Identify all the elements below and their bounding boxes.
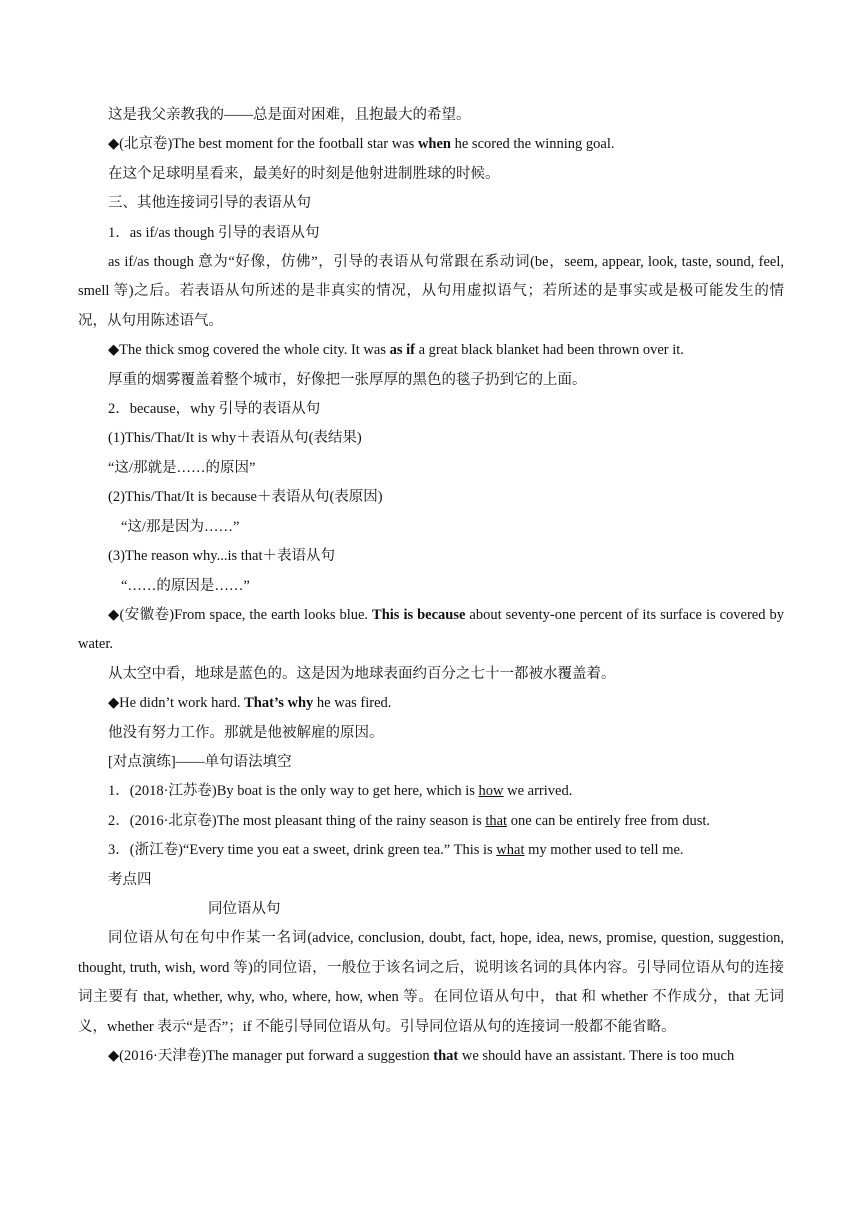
text: ◆(2016·天津卷)The manager put forward a suggestion	[108, 1048, 434, 1064]
document-body	[78, 101, 784, 1071]
subheading-as-if	[78, 219, 784, 248]
keyword: This is because	[372, 606, 466, 623]
subheading-because-why	[78, 395, 784, 424]
example-sentence-1	[78, 130, 784, 159]
pattern-3	[78, 542, 784, 571]
example-sentence-2	[78, 336, 784, 365]
answer: that	[485, 812, 508, 829]
text: about seventy-one percent of its surface is covered by water.	[78, 606, 784, 653]
section-heading-3	[78, 189, 784, 218]
paragraph-translation-3	[78, 366, 784, 395]
example-sentence-5	[78, 1042, 784, 1071]
section-label-4	[78, 866, 784, 895]
text: 考点四	[108, 871, 152, 888]
text: we arrived.	[503, 783, 573, 800]
text: 在这个足球明星看来，最美好的时刻是他射进制胜球的时候。	[108, 165, 500, 182]
practice-item-3	[78, 836, 784, 865]
text: “这/那是因为……”	[121, 518, 240, 535]
text: he was fired.	[313, 695, 392, 712]
text: ◆(北京卷)The best moment for the football star was	[108, 136, 418, 153]
text: 2．because，why 引导的表语从句	[108, 401, 321, 418]
paragraph-translation-2	[78, 160, 784, 189]
text: “……的原因是……”	[121, 577, 250, 594]
keyword: That’s why	[244, 695, 314, 712]
keyword: when	[417, 136, 451, 153]
text: 他没有努力工作。那就是他被解雇的原因。	[108, 724, 384, 741]
paragraph-appositive-explanation	[78, 924, 784, 1042]
practice-heading	[78, 748, 784, 777]
text: as if/as though 意为“好像，仿佛”，引导的表语从句常跟在系动词(be，seem, appear, look, taste, sound, feel, smell 等)之后。若表语从句所述的是非真实的情况，从句用虚拟语气；若所述的是事实或是极可能发生的情况，从句用陈述语气。	[78, 254, 784, 329]
text: 从太空中看，地球是蓝色的。这是因为地球表面约百分之七十一都被水覆盖着。	[108, 665, 616, 682]
pattern-1	[78, 424, 784, 453]
answer: how	[478, 783, 504, 800]
example-sentence-4	[78, 689, 784, 718]
text: 同位语从句在句中作某一名词(advice, conclusion, doubt, fact, hope, idea, news, promise, question, suggestion, thought, truth, wish, word 等)的同位语，一般位于该名词之后，说明该名词的具体内容。引导同位语从句的连接词主要有 that, whether, why, who, where, how, when 等。在同位语从句中，that 和 whether 不作成分，that 无词义，whether 表示“是否”；if 不能引导同位语从句。引导同位语从句的连接词一般都不能省略。	[78, 930, 784, 1035]
paragraph-translation-4	[78, 660, 784, 689]
text: (3)The reason why...is that＋表语从句	[108, 548, 335, 565]
text: ◆(安徽卷)From space, the earth looks blue.	[108, 606, 373, 623]
keyword: as if	[389, 342, 415, 359]
text: 这是我父亲教我的——总是面对困难，且抱最大的希望。	[108, 107, 471, 123]
section-title-appositive	[78, 895, 784, 924]
example-sentence-3	[78, 601, 784, 660]
text: “这/那就是……的原因”	[108, 459, 256, 476]
paragraph-translation-5	[78, 719, 784, 748]
pattern-3-meaning	[78, 572, 784, 601]
keyword: that	[433, 1048, 459, 1064]
text: my mother used to tell me.	[524, 842, 684, 859]
answer: what	[496, 842, 525, 859]
text: 1．(2018·江苏卷)By boat is the only way to get here, which is	[108, 783, 479, 800]
text: 3．(浙江卷)“Every time you eat a sweet, drink green tea.” This is	[108, 842, 497, 859]
practice-item-1	[78, 777, 784, 806]
text: ◆The thick smog covered the whole city. It was	[108, 342, 390, 359]
pattern-2-meaning	[78, 513, 784, 542]
pattern-2	[78, 483, 784, 512]
practice-item-2	[78, 807, 784, 836]
text: (2)This/That/It is because＋表语从句(表原因)	[108, 489, 383, 506]
text: a great black blanket had been thrown over it.	[414, 342, 684, 359]
text: one can be entirely free from dust.	[507, 812, 711, 829]
text: [对点演练]——单句语法填空	[108, 753, 292, 770]
text: he scored the winning goal.	[450, 136, 615, 153]
text: 三、其他连接词引导的表语从句	[108, 195, 311, 212]
text: 2．(2016·北京卷)The most pleasant thing of the rainy season is	[108, 812, 486, 829]
text: (1)This/That/It is why＋表语从句(表结果)	[108, 430, 362, 447]
text: ◆He didn’t work hard.	[108, 695, 245, 712]
text: we should have an assistant. There is too much	[458, 1048, 735, 1064]
text: 厚重的烟雾覆盖着整个城市，好像把一张厚厚的黑色的毯子扔到它的上面。	[108, 371, 587, 388]
paragraph-as-if-explanation	[78, 248, 784, 336]
pattern-1-meaning	[78, 454, 784, 483]
text: 1．as if/as though 引导的表语从句	[108, 224, 320, 241]
paragraph-translation-1	[78, 101, 784, 130]
text: 同位语从句	[208, 900, 281, 917]
